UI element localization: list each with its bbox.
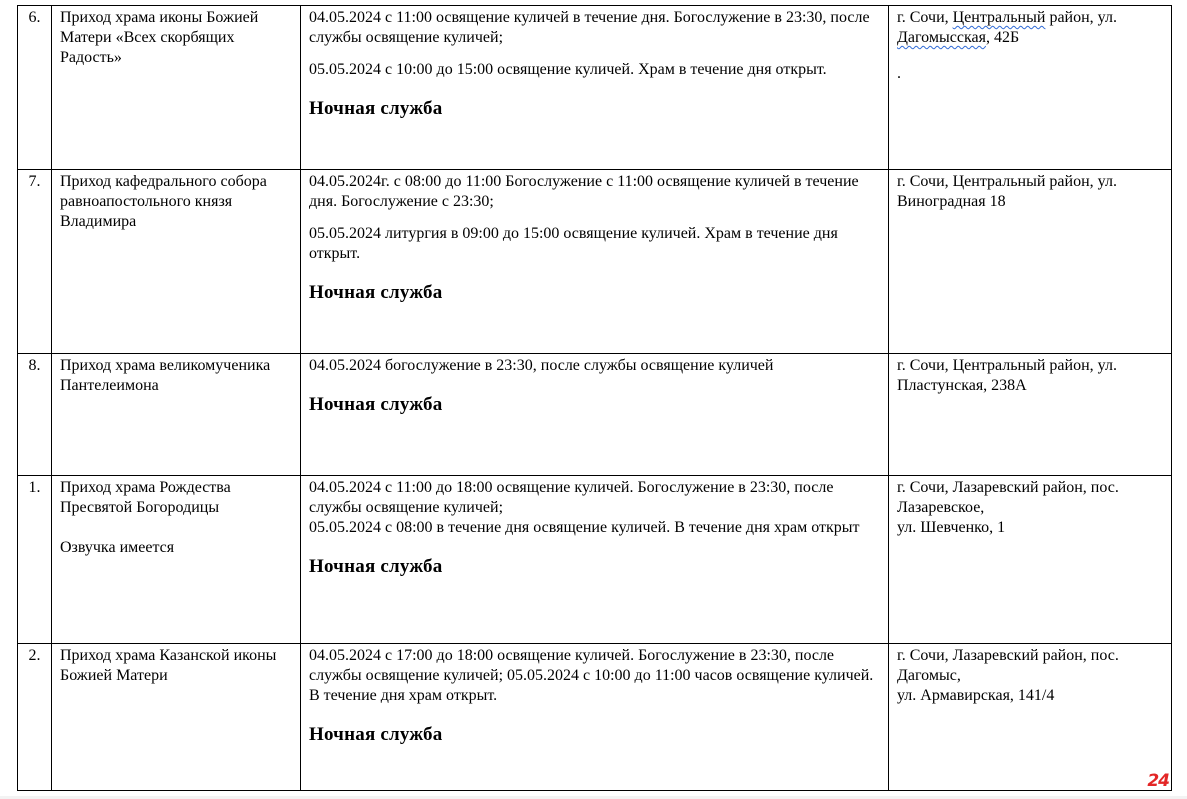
address-part: г. Сочи, [897,9,953,26]
church-name [52,6,301,170]
address-line: Пластунская, 238А [897,377,1027,394]
table-row [18,476,1172,644]
night-service-label: Ночная служба [309,724,443,745]
night-service-label: Ночная служба [309,98,443,119]
church-name [52,170,301,354]
schedule-line: 04.05.2024 с 11:00 до 18:00 освящение куличей. Богослужение в 23:30, после службы освящение куличей; [309,479,834,516]
schedule-line: 05.05.2024 с 08:00 в течение дня освящение куличей. В течение дня храм открыт [309,519,860,536]
address-line [897,28,1163,48]
address-line: г. Сочи, Центральный район, ул. [897,173,1117,190]
church-title: Приход храма Казанской иконы Божией Матери [60,647,277,684]
row-number: 2. [18,644,52,791]
schedule-line: 05.05.2024 литургия в 09:00 до 15:00 освящение куличей. Храм в течение дня открыт. [309,225,838,262]
address-cell [889,644,1172,791]
row-number: 7. [18,170,52,354]
night-service-label: Ночная служба [309,394,443,415]
schedule-line: 04.05.2024 с 17:00 до 18:00 освящение куличей. Богослужение в 23:30, после службы освящение куличей; 05.05.2024 с 10:00 до 11:00 часов освящение куличей. В течение дня храм открыт. [309,647,874,704]
night-service-label: Ночная служба [309,282,443,303]
address-part: , 42Б [985,29,1020,46]
schedule-line: 04.05.2024г. с 08:00 до 11:00 Богослужение с 11:00 освящение куличей в течение дня. Богослужение с 23:30; [309,173,859,210]
address-cell [889,6,1172,170]
address-line: ул. Шевченко, 1 [897,519,1006,536]
address-line: г. Сочи, Лазаревский район, пос. [897,479,1119,496]
address-line: Лазаревское, [897,499,985,516]
site-logo: 24 [1147,771,1169,791]
table-row [18,6,1172,170]
address-line: Виноградная 18 [897,193,1006,210]
address-line: г. Сочи, Центральный район, ул. [897,357,1117,374]
table-row [18,170,1172,354]
address-line [897,8,1163,28]
schedule-line: 04.05.2024 с 11:00 освящение куличей в течение дня. Богослужение в 23:30, после службы освящение куличей; [309,9,870,46]
address-line: ул. Армавирская, 141/4 [897,687,1055,704]
address-part: Центральный [952,9,1046,26]
schedule-cell [301,644,889,791]
address-part: район, ул. [1045,9,1117,26]
schedule-line: 05.05.2024 с 10:00 до 15:00 освящение куличей. Храм в течение дня открыт. [309,61,827,78]
church-title: Приход храма иконы Божией Матери «Всех скорбящих Радость» [60,9,259,66]
schedule-cell [301,170,889,354]
address-line: Дагомыс, [897,667,961,684]
schedule-cell [301,354,889,476]
schedule-cell [301,476,889,644]
address-cell [889,170,1172,354]
address-part: Дагомысская [897,29,986,46]
church-name [52,476,301,644]
night-service-label: Ночная служба [309,556,443,577]
address-extra: . [897,65,901,82]
address-cell [889,476,1172,644]
church-title: Приход храма великомученика Пантелеимона [60,357,271,394]
church-name [52,644,301,791]
address-line: г. Сочи, Лазаревский район, пос. [897,647,1119,664]
schedule-line: 04.05.2024 богослужение в 23:30, после службы освящение куличей [309,357,774,374]
row-number: 1. [18,476,52,644]
church-title: Приход кафедрального собора равноапостольного князя Владимира [60,173,267,230]
schedule-cell [301,6,889,170]
row-number: 6. [18,6,52,170]
address-cell [889,354,1172,476]
church-name [52,354,301,476]
schedule-table [17,5,1172,791]
row-number: 8. [18,354,52,476]
table-row [18,644,1172,791]
church-note: Озвучка имеется [60,539,175,556]
church-title: Приход храма Рождества Пресвятой Богородицы [60,479,231,516]
table-row [18,354,1172,476]
